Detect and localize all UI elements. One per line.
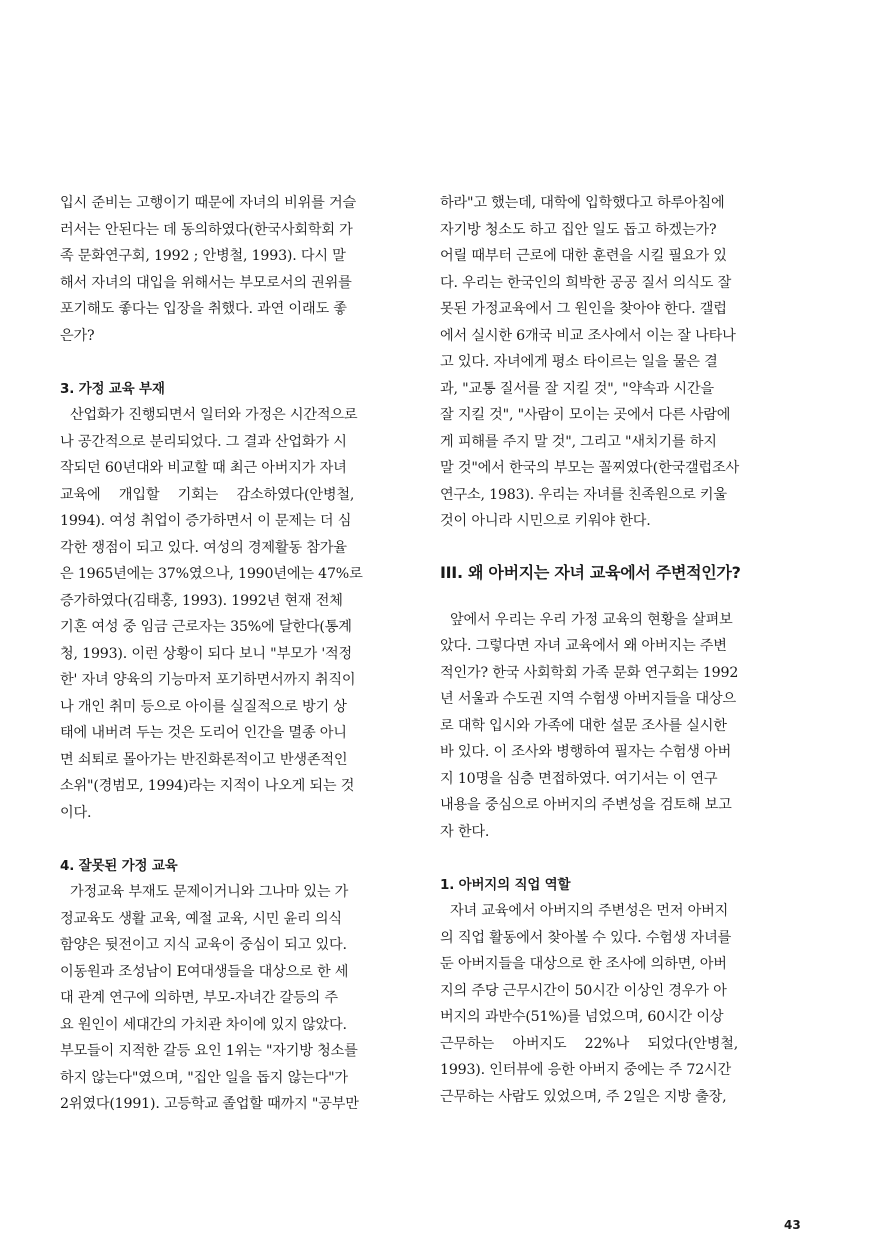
subheading-father-occupation: 1. 아버지의 직업 역할 <box>440 876 571 893</box>
text-line: 증가하였다(김태홍, 1993). 1992년 현재 전체 <box>60 592 343 609</box>
text-line: 에서 실시한 6개국 비교 조사에서 이는 잘 나타나 <box>440 327 736 344</box>
text-line: 산업화가 진행되면서 일터와 가정은 시간적으로 <box>70 407 358 423</box>
text-line: 버지의 과반수(51%)를 넘었으며, 60시간 이상 <box>440 1009 724 1025</box>
text-line: 자 한다. <box>440 823 490 840</box>
text-line: 소위"(경범모, 1994)라는 지적이 나오게 되는 것 <box>60 778 355 794</box>
text-line: 면 쇠퇴로 몰아가는 반진화론적이고 반생존적인 <box>60 751 348 768</box>
text-line: 함양은 뒷전이고 지식 교육이 중심이 되고 있다. <box>60 937 347 953</box>
text-line: 교육에 개입할 기회는 감소하였다(안병철, <box>60 486 355 503</box>
text-line: 적인가? 한국 사회학회 가족 문화 연구회는 1992 <box>440 664 739 681</box>
text-line: 나 공간적으로 분리되었다. 그 결과 산업화가 시 <box>60 433 347 450</box>
text-line: 의 직업 활동에서 찾아볼 수 있다. 수험생 자녀를 <box>440 929 732 946</box>
text-line: 로 대학 입시와 가족에 대한 설문 조사를 실시한 <box>440 717 727 734</box>
text-line: 태에 내버려 두는 것은 도리어 인간을 멸종 아니 <box>60 725 347 741</box>
text-line: 이다. <box>60 804 92 821</box>
text-line: 내용을 중심으로 아버지의 주변성을 검토해 보고 <box>440 797 732 813</box>
text-line: 은 1965년에는 37%였으나, 1990년에는 47%로 <box>60 566 363 582</box>
paragraph-public-order <box>440 190 790 535</box>
left-column <box>60 190 410 1118</box>
text-line: 은가? <box>60 327 95 344</box>
paragraph-university-entrance <box>60 190 410 349</box>
spacer <box>440 845 790 872</box>
text-line: 정교육도 생활 교육, 예절 교육, 시민 윤리 의식 <box>60 910 342 927</box>
spacer <box>440 593 790 607</box>
text-line: 부모들이 지적한 갈등 요인 1위는 "자기방 청소를 <box>60 1043 358 1059</box>
text-line: 앞에서 우리는 우리 가정 교육의 현황을 살펴보 <box>450 611 733 628</box>
spacer <box>60 826 410 853</box>
text-line: 한' 자녀 양육의 기능마저 포기하면서까지 취직이 <box>60 672 356 688</box>
paragraph-survey-intro <box>440 607 790 846</box>
text-line: 년 서울과 수도권 지역 수험생 아버지들을 대상으 <box>440 691 736 707</box>
text-line: 요 원인이 세대간의 가치관 차이에 있지 않았다. <box>60 1016 347 1033</box>
text-line: 과, "교통 질서를 잘 지킬 것", "약속과 시간을 <box>440 380 714 397</box>
text-line: 러서는 안된다는 데 동의하였다(한국사회학회 가 <box>60 221 353 238</box>
text-line: 어릴 때부터 근로에 대한 훈련을 시킬 필요가 있 <box>440 248 727 264</box>
text-line: 가정교육 부재도 문제이거니와 그나마 있는 가 <box>70 884 349 900</box>
text-line: 족 문화연구회, 1992 ; 안병철, 1993). 다시 말 <box>60 248 346 264</box>
text-line: 포기해도 좋다는 입장을 취했다. 과연 이래도 좋 <box>60 301 347 317</box>
section-heading-father-marginal: III. 왜 아버지는 자녀 교육에서 주변적인가? <box>440 562 741 582</box>
text-line: 이동원과 조성남이 E여대생들을 대상으로 한 세 <box>60 963 349 980</box>
text-line: 1993). 인터뷰에 응한 아버지 중에는 주 72시간 <box>440 1062 732 1078</box>
text-line: 았다. 그렇다면 자녀 교육에서 왜 아버지는 주변 <box>440 638 727 654</box>
text-line: 고 있다. 자녀에게 평소 타이르는 일을 물은 결 <box>440 354 718 370</box>
text-line: 말 것"에서 한국의 부모는 꼴찌였다(한국갤럽조사 <box>440 460 740 476</box>
text-line: 근무하는 사람도 있었으며, 주 2일은 지방 출장, <box>440 1088 727 1105</box>
text-line: 나 개인 취미 등으로 아이를 실질적으로 방기 상 <box>60 698 347 715</box>
text-line: 둔 아버지들을 대상으로 한 조사에 의하면, 아버 <box>440 956 727 972</box>
text-line: 연구소, 1983). 우리는 자녀를 친족원으로 키울 <box>440 486 727 503</box>
text-line: 바 있다. 이 조사와 병행하여 필자는 수험생 아버 <box>440 744 732 760</box>
text-line: 하라"고 했는데, 대학에 입학했다고 하루아침에 <box>440 195 725 211</box>
text-line: 것이 아니라 시민으로 키워야 한다. <box>440 513 651 529</box>
text-line: 지의 주당 근무시간이 50시간 이상인 경우가 아 <box>440 982 727 999</box>
paragraph-father-occupation <box>440 898 790 1110</box>
text-line: 못된 가정교육에서 그 원인을 찾아야 한다. 갤럽 <box>440 301 727 317</box>
text-line: 청, 1993). 이런 상황이 되다 보니 "부모가 '적정 <box>60 645 353 662</box>
text-line: 2위였다(1991). 고등학교 졸업할 때까지 "공부만 <box>60 1096 359 1112</box>
text-line: 자녀 교육에서 아버지의 주변성은 먼저 아버지 <box>450 903 729 919</box>
text-line: 게 피해를 주지 말 것", 그리고 "새치기를 하지 <box>440 433 717 450</box>
page-number: 43 <box>784 1218 801 1232</box>
text-line: 기혼 여성 중 임금 근로자는 35%에 달한다(통계 <box>60 619 352 635</box>
spacer <box>440 535 790 553</box>
text-line: 지 10명을 심층 면접하였다. 여기서는 이 연구 <box>440 770 718 787</box>
subheading-home-education-absence: 3. 가정 교육 부재 <box>60 380 165 397</box>
paragraph-wrong-home-education <box>60 879 410 1118</box>
text-line: 입시 준비는 고행이기 때문에 자녀의 비위를 거슬 <box>60 195 356 211</box>
text-line: 각한 쟁점이 되고 있다. 여성의 경제활동 참가율 <box>60 539 347 556</box>
text-line: 하지 않는다"였으며, "집안 일을 돕지 않는다"가 <box>60 1069 348 1086</box>
paragraph-home-education-absence <box>60 402 410 826</box>
spacer <box>60 349 410 376</box>
right-column <box>440 190 790 1110</box>
text-line: 작되던 60년대와 비교할 때 최근 아버지가 자녀 <box>60 460 347 476</box>
text-line: 잘 지킬 것", "사람이 모이는 곳에서 다른 사람에 <box>440 407 731 423</box>
text-line: 자기방 청소도 하고 집안 일도 돕고 하겠는가? <box>440 221 717 238</box>
text-line: 다. 우리는 한국인의 희박한 공공 질서 의식도 잘 <box>440 274 732 291</box>
text-line: 근무하는 아버지도 22%나 되었다(안병철, <box>440 1035 739 1052</box>
text-line: 대 관계 연구에 의하면, 부모-자녀간 갈등의 주 <box>60 990 338 1006</box>
text-line: 1994). 여성 취업이 증가하면서 이 문제는 더 심 <box>60 513 352 529</box>
subheading-wrong-home-education: 4. 잘못된 가정 교육 <box>60 857 178 874</box>
text-line: 해서 자녀의 대입을 위해서는 부모로서의 권위를 <box>60 274 352 291</box>
